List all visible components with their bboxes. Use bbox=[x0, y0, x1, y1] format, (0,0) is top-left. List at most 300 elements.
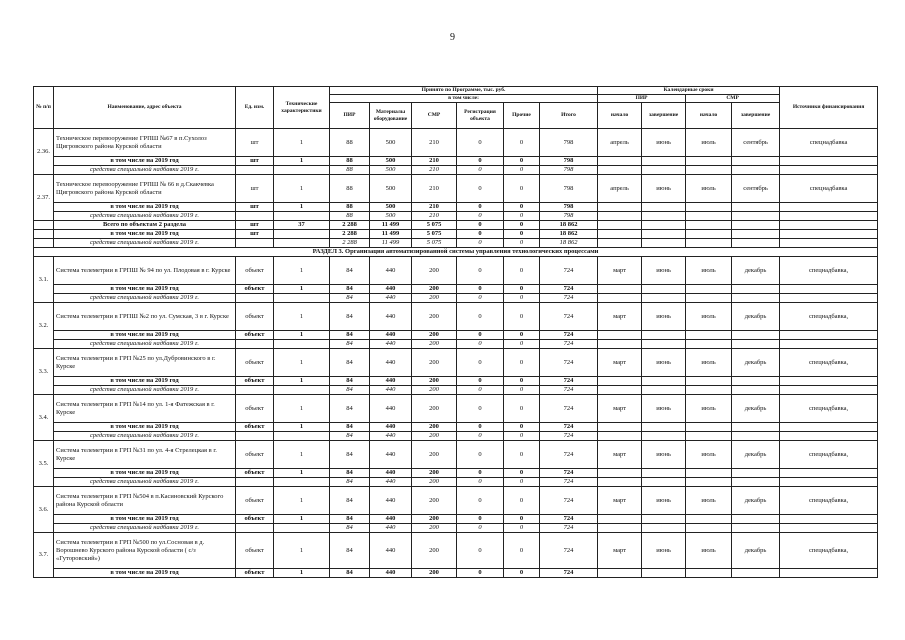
year-row bbox=[34, 423, 878, 432]
row-label: средства специальной надбавки 2019 г. bbox=[54, 239, 236, 248]
empty-cell bbox=[732, 212, 780, 221]
empty-cell bbox=[686, 423, 732, 432]
value-smr: 200 bbox=[412, 469, 457, 478]
qty-cell: 37 bbox=[274, 221, 330, 230]
empty-cell bbox=[34, 221, 54, 230]
header-characteristics: Технические характеристики bbox=[274, 87, 330, 129]
year-row bbox=[34, 515, 878, 524]
pir-end: июнь bbox=[642, 349, 686, 377]
qty-cell: 1 bbox=[274, 157, 330, 166]
value-reg: 0 bbox=[457, 129, 504, 157]
value-mat: 440 bbox=[370, 533, 412, 569]
unit-cell: шт bbox=[236, 175, 274, 203]
value-oth: 0 bbox=[504, 203, 540, 212]
funding-source: спецнадбавка, bbox=[780, 533, 878, 569]
value-oth: 0 bbox=[504, 157, 540, 166]
qty-cell: 1 bbox=[274, 569, 330, 578]
empty-cell bbox=[732, 377, 780, 386]
value-pir: 84 bbox=[330, 294, 370, 303]
empty-cell bbox=[598, 166, 642, 175]
value-pir: 88 bbox=[330, 129, 370, 157]
value-oth: 0 bbox=[504, 441, 540, 469]
value-pir: 84 bbox=[330, 432, 370, 441]
value-oth: 0 bbox=[504, 212, 540, 221]
funding-source: спецнадбавка, bbox=[780, 303, 878, 331]
unit-cell: шт bbox=[236, 129, 274, 157]
empty-cell bbox=[642, 478, 686, 487]
value-oth: 0 bbox=[504, 294, 540, 303]
empty-cell bbox=[732, 340, 780, 349]
pir-end: июнь bbox=[642, 303, 686, 331]
row-label: в том числе на 2019 год bbox=[54, 230, 236, 239]
value-oth: 0 bbox=[504, 478, 540, 487]
empty-cell bbox=[598, 569, 642, 578]
value-oth: 0 bbox=[504, 569, 540, 578]
empty-cell bbox=[732, 386, 780, 395]
empty-cell bbox=[686, 432, 732, 441]
year-row bbox=[34, 230, 878, 239]
object-name: Техническое перевооружение ГРПШ № 66 в д.Скакчевка Щигровского района Курской области bbox=[54, 175, 236, 203]
unit-cell: объект bbox=[236, 257, 274, 285]
table-row bbox=[34, 441, 878, 469]
empty-cell bbox=[686, 469, 732, 478]
empty-cell bbox=[642, 239, 686, 248]
empty-cell bbox=[780, 203, 878, 212]
empty-cell bbox=[732, 524, 780, 533]
unit-cell: объект bbox=[236, 569, 274, 578]
value-pir: 88 bbox=[330, 157, 370, 166]
row-number: 3.4. bbox=[34, 395, 54, 441]
value-smr: 200 bbox=[412, 533, 457, 569]
row-label: в том числе на 2019 год bbox=[54, 423, 236, 432]
value-pir: 84 bbox=[330, 257, 370, 285]
empty-cell bbox=[732, 157, 780, 166]
value-smr: 210 bbox=[412, 203, 457, 212]
funding-source: спецнадбавка, bbox=[780, 349, 878, 377]
value-reg: 0 bbox=[457, 515, 504, 524]
unit-cell: объект bbox=[236, 515, 274, 524]
pir-start: март bbox=[598, 533, 642, 569]
smr-end: сентябрь bbox=[732, 175, 780, 203]
empty-cell bbox=[780, 569, 878, 578]
value-mat: 11 499 bbox=[370, 230, 412, 239]
fund-row bbox=[34, 294, 878, 303]
value-oth: 0 bbox=[504, 395, 540, 423]
value-tot: 724 bbox=[540, 441, 598, 469]
value-reg: 0 bbox=[457, 257, 504, 285]
value-pir: 84 bbox=[330, 487, 370, 515]
value-tot: 724 bbox=[540, 432, 598, 441]
value-smr: 210 bbox=[412, 212, 457, 221]
value-oth: 0 bbox=[504, 533, 540, 569]
unit-cell bbox=[236, 212, 274, 221]
value-reg: 0 bbox=[457, 524, 504, 533]
year-row bbox=[34, 377, 878, 386]
empty-cell bbox=[642, 157, 686, 166]
smr-end: декабрь bbox=[732, 533, 780, 569]
pir-end: июнь bbox=[642, 441, 686, 469]
empty-cell bbox=[780, 212, 878, 221]
empty-cell bbox=[34, 230, 54, 239]
row-label: в том числе на 2019 год bbox=[54, 515, 236, 524]
empty-cell bbox=[732, 203, 780, 212]
fund-row bbox=[34, 166, 878, 175]
value-mat: 440 bbox=[370, 285, 412, 294]
value-reg: 0 bbox=[457, 212, 504, 221]
value-mat: 440 bbox=[370, 441, 412, 469]
header-registration: Регистрация объекта bbox=[457, 103, 504, 129]
value-pir: 2 288 bbox=[330, 221, 370, 230]
qty-cell bbox=[274, 212, 330, 221]
unit-cell: шт bbox=[236, 230, 274, 239]
pir-end: июнь bbox=[642, 175, 686, 203]
qty-cell bbox=[274, 478, 330, 487]
qty-cell: 1 bbox=[274, 257, 330, 285]
qty-cell bbox=[274, 386, 330, 395]
value-pir: 84 bbox=[330, 478, 370, 487]
value-smr: 200 bbox=[412, 386, 457, 395]
value-tot: 724 bbox=[540, 533, 598, 569]
value-oth: 0 bbox=[504, 303, 540, 331]
qty-cell: 1 bbox=[274, 203, 330, 212]
row-label: средства специальной надбавки 2019 г. bbox=[54, 294, 236, 303]
table-header bbox=[34, 87, 878, 129]
qty-cell: 1 bbox=[274, 395, 330, 423]
empty-cell bbox=[732, 166, 780, 175]
header-source: Источники финансирования bbox=[780, 87, 878, 129]
empty-cell bbox=[642, 166, 686, 175]
empty-cell bbox=[686, 294, 732, 303]
header-cal-smr: СМР bbox=[686, 95, 780, 103]
empty-cell bbox=[780, 230, 878, 239]
empty-cell bbox=[780, 524, 878, 533]
value-smr: 210 bbox=[412, 129, 457, 157]
pir-start: март bbox=[598, 349, 642, 377]
empty-cell bbox=[686, 386, 732, 395]
qty-cell: 1 bbox=[274, 487, 330, 515]
unit-cell: объект bbox=[236, 441, 274, 469]
value-smr: 200 bbox=[412, 294, 457, 303]
value-mat: 440 bbox=[370, 303, 412, 331]
row-number: 3.2. bbox=[34, 303, 54, 349]
value-oth: 0 bbox=[504, 469, 540, 478]
empty-cell bbox=[780, 469, 878, 478]
empty-cell bbox=[780, 331, 878, 340]
value-mat: 11 499 bbox=[370, 221, 412, 230]
empty-cell bbox=[686, 230, 732, 239]
empty-cell bbox=[34, 239, 54, 248]
value-tot: 798 bbox=[540, 212, 598, 221]
value-mat: 440 bbox=[370, 349, 412, 377]
qty-cell bbox=[274, 294, 330, 303]
unit-cell: объект bbox=[236, 395, 274, 423]
empty-cell bbox=[642, 212, 686, 221]
smr-end: декабрь bbox=[732, 395, 780, 423]
unit-cell bbox=[236, 524, 274, 533]
empty-cell bbox=[642, 569, 686, 578]
smr-start: июль bbox=[686, 129, 732, 157]
value-tot: 724 bbox=[540, 524, 598, 533]
value-mat: 440 bbox=[370, 524, 412, 533]
object-name: Система телеметрии в ГРП №500 по ул.Сосновая в д. Ворошнево Курского района Курской области ( с/з «Гуторовский») bbox=[54, 533, 236, 569]
smr-end: декабрь bbox=[732, 487, 780, 515]
smr-end: декабрь bbox=[732, 303, 780, 331]
value-reg: 0 bbox=[457, 377, 504, 386]
value-oth: 0 bbox=[504, 230, 540, 239]
empty-cell bbox=[780, 294, 878, 303]
pir-start: апрель bbox=[598, 129, 642, 157]
value-smr: 200 bbox=[412, 331, 457, 340]
empty-cell bbox=[642, 294, 686, 303]
empty-cell bbox=[642, 221, 686, 230]
value-reg: 0 bbox=[457, 166, 504, 175]
header-calendar: Календарные сроки bbox=[598, 87, 780, 95]
value-mat: 440 bbox=[370, 377, 412, 386]
value-mat: 440 bbox=[370, 257, 412, 285]
qty-cell: 1 bbox=[274, 441, 330, 469]
row-number: 3.3. bbox=[34, 349, 54, 395]
value-oth: 0 bbox=[504, 239, 540, 248]
header-other: Прочие bbox=[504, 103, 540, 129]
value-pir: 84 bbox=[330, 377, 370, 386]
value-tot: 798 bbox=[540, 129, 598, 157]
header-no: № п/п bbox=[34, 87, 54, 129]
empty-cell bbox=[598, 157, 642, 166]
pir-end: июнь bbox=[642, 257, 686, 285]
year-row bbox=[34, 331, 878, 340]
funding-source: спецнадбавка, bbox=[780, 441, 878, 469]
empty-cell bbox=[732, 469, 780, 478]
value-reg: 0 bbox=[457, 386, 504, 395]
object-name: Система телеметрии в ГРП №14 по ул. 1-я Фатежская в г. Курске bbox=[54, 395, 236, 423]
row-label: средства специальной надбавки 2019 г. bbox=[54, 432, 236, 441]
value-mat: 440 bbox=[370, 386, 412, 395]
row-label: в том числе на 2019 год bbox=[54, 203, 236, 212]
qty-cell bbox=[274, 524, 330, 533]
table-row bbox=[34, 257, 878, 285]
empty-cell bbox=[686, 478, 732, 487]
empty-cell bbox=[686, 340, 732, 349]
smr-end: декабрь bbox=[732, 349, 780, 377]
empty-cell bbox=[780, 386, 878, 395]
row-label: средства специальной надбавки 2019 г. bbox=[54, 478, 236, 487]
empty-cell bbox=[642, 377, 686, 386]
value-pir: 84 bbox=[330, 395, 370, 423]
value-pir: 88 bbox=[330, 175, 370, 203]
value-oth: 0 bbox=[504, 285, 540, 294]
value-reg: 0 bbox=[457, 230, 504, 239]
value-smr: 200 bbox=[412, 377, 457, 386]
empty-cell bbox=[642, 524, 686, 533]
row-number: 3.6. bbox=[34, 487, 54, 533]
empty-cell bbox=[732, 239, 780, 248]
year-row bbox=[34, 469, 878, 478]
empty-cell bbox=[642, 203, 686, 212]
row-number: 3.1. bbox=[34, 257, 54, 303]
unit-cell: объект bbox=[236, 285, 274, 294]
qty-cell bbox=[274, 239, 330, 248]
empty-cell bbox=[598, 331, 642, 340]
unit-cell: объект bbox=[236, 423, 274, 432]
table-row bbox=[34, 487, 878, 515]
value-tot: 18 862 bbox=[540, 239, 598, 248]
empty-cell bbox=[686, 331, 732, 340]
object-name: Техническое перевооружение ГРПШ №67 в п.Сухолоз Щигровского района Курской области bbox=[54, 129, 236, 157]
fund-row bbox=[34, 478, 878, 487]
value-reg: 0 bbox=[457, 203, 504, 212]
unit-cell: шт bbox=[236, 221, 274, 230]
value-tot: 724 bbox=[540, 478, 598, 487]
value-oth: 0 bbox=[504, 257, 540, 285]
empty-cell bbox=[780, 157, 878, 166]
empty-cell bbox=[642, 432, 686, 441]
value-tot: 724 bbox=[540, 386, 598, 395]
value-tot: 798 bbox=[540, 175, 598, 203]
value-reg: 0 bbox=[457, 569, 504, 578]
empty-cell bbox=[780, 478, 878, 487]
value-mat: 440 bbox=[370, 294, 412, 303]
value-tot: 724 bbox=[540, 395, 598, 423]
unit-cell: объект bbox=[236, 331, 274, 340]
empty-cell bbox=[598, 239, 642, 248]
value-mat: 500 bbox=[370, 203, 412, 212]
year-row bbox=[34, 285, 878, 294]
empty-cell bbox=[686, 221, 732, 230]
empty-cell bbox=[598, 524, 642, 533]
value-oth: 0 bbox=[504, 487, 540, 515]
empty-cell bbox=[598, 294, 642, 303]
value-tot: 18 862 bbox=[540, 230, 598, 239]
value-pir: 88 bbox=[330, 212, 370, 221]
empty-cell bbox=[780, 166, 878, 175]
header-cal-pir: ПИР bbox=[598, 95, 686, 103]
value-pir: 84 bbox=[330, 569, 370, 578]
value-mat: 440 bbox=[370, 423, 412, 432]
value-tot: 724 bbox=[540, 349, 598, 377]
header-start-smr: начало bbox=[686, 103, 732, 129]
row-label: в том числе на 2019 год bbox=[54, 377, 236, 386]
value-mat: 500 bbox=[370, 212, 412, 221]
object-name: Система телеметрии в ГРП №31 по ул. 4-я Стрелецкая в г. Курске bbox=[54, 441, 236, 469]
value-smr: 200 bbox=[412, 432, 457, 441]
empty-cell bbox=[732, 515, 780, 524]
empty-cell bbox=[780, 515, 878, 524]
row-number: 3.7. bbox=[34, 533, 54, 578]
value-reg: 0 bbox=[457, 349, 504, 377]
pir-start: март bbox=[598, 257, 642, 285]
value-oth: 0 bbox=[504, 524, 540, 533]
empty-cell bbox=[686, 239, 732, 248]
qty-cell: 1 bbox=[274, 377, 330, 386]
object-name: Система телеметрии в ГРПШ №2 по ул. Сумская, 3 в г. Курске bbox=[54, 303, 236, 331]
value-mat: 440 bbox=[370, 569, 412, 578]
row-label: в том числе на 2019 год bbox=[54, 285, 236, 294]
object-name: Система телеметрии в ГРПШ № 94 по ул. Плодовая в г. Курске bbox=[54, 257, 236, 285]
smr-start: июль bbox=[686, 441, 732, 469]
value-reg: 0 bbox=[457, 303, 504, 331]
empty-cell bbox=[598, 515, 642, 524]
value-tot: 724 bbox=[540, 294, 598, 303]
header-total: Итого bbox=[540, 103, 598, 129]
smr-start: июль bbox=[686, 395, 732, 423]
empty-cell bbox=[686, 157, 732, 166]
qty-cell bbox=[274, 432, 330, 441]
row-label: в том числе на 2019 год bbox=[54, 157, 236, 166]
row-label: средства специальной надбавки 2019 г. bbox=[54, 166, 236, 175]
pir-start: март bbox=[598, 441, 642, 469]
empty-cell bbox=[780, 432, 878, 441]
value-mat: 440 bbox=[370, 478, 412, 487]
empty-cell bbox=[686, 166, 732, 175]
empty-cell bbox=[686, 515, 732, 524]
value-smr: 200 bbox=[412, 340, 457, 349]
value-mat: 500 bbox=[370, 157, 412, 166]
value-mat: 440 bbox=[370, 432, 412, 441]
value-pir: 84 bbox=[330, 340, 370, 349]
smr-start: июль bbox=[686, 487, 732, 515]
empty-cell bbox=[780, 221, 878, 230]
value-pir: 84 bbox=[330, 349, 370, 377]
value-tot: 724 bbox=[540, 303, 598, 331]
value-tot: 798 bbox=[540, 203, 598, 212]
empty-cell bbox=[598, 212, 642, 221]
value-reg: 0 bbox=[457, 478, 504, 487]
year-row bbox=[34, 569, 878, 578]
empty-cell bbox=[732, 569, 780, 578]
value-smr: 200 bbox=[412, 515, 457, 524]
object-name: Система телеметрии в ГРП №504 в п.Касиновский Курского района Курской области bbox=[54, 487, 236, 515]
qty-cell: 1 bbox=[274, 175, 330, 203]
value-smr: 5 075 bbox=[412, 230, 457, 239]
value-smr: 200 bbox=[412, 395, 457, 423]
value-smr: 200 bbox=[412, 487, 457, 515]
fund-row bbox=[34, 524, 878, 533]
empty-cell bbox=[686, 285, 732, 294]
value-reg: 0 bbox=[457, 239, 504, 248]
qty-cell: 1 bbox=[274, 331, 330, 340]
empty-cell bbox=[642, 331, 686, 340]
empty-cell bbox=[598, 432, 642, 441]
empty-cell bbox=[598, 423, 642, 432]
value-mat: 440 bbox=[370, 331, 412, 340]
header-name: Наименование, адрес объекта bbox=[54, 87, 236, 129]
empty-cell bbox=[732, 230, 780, 239]
empty-cell bbox=[598, 478, 642, 487]
program-table bbox=[33, 86, 878, 578]
row-label: средства специальной надбавки 2019 г. bbox=[54, 524, 236, 533]
value-mat: 500 bbox=[370, 166, 412, 175]
row-label: в том числе на 2019 год bbox=[54, 331, 236, 340]
value-smr: 200 bbox=[412, 349, 457, 377]
value-pir: 88 bbox=[330, 166, 370, 175]
empty-cell bbox=[642, 515, 686, 524]
empty-cell bbox=[732, 478, 780, 487]
unit-cell bbox=[236, 294, 274, 303]
row-label: в том числе на 2019 год bbox=[54, 569, 236, 578]
smr-start: июль bbox=[686, 175, 732, 203]
value-oth: 0 bbox=[504, 221, 540, 230]
unit-cell: объект bbox=[236, 377, 274, 386]
empty-cell bbox=[642, 386, 686, 395]
pir-end: июнь bbox=[642, 395, 686, 423]
value-tot: 724 bbox=[540, 340, 598, 349]
funding-source: спецнадбавка, bbox=[780, 395, 878, 423]
value-reg: 0 bbox=[457, 285, 504, 294]
value-pir: 2 288 bbox=[330, 230, 370, 239]
value-oth: 0 bbox=[504, 340, 540, 349]
value-tot: 798 bbox=[540, 166, 598, 175]
value-pir: 88 bbox=[330, 203, 370, 212]
